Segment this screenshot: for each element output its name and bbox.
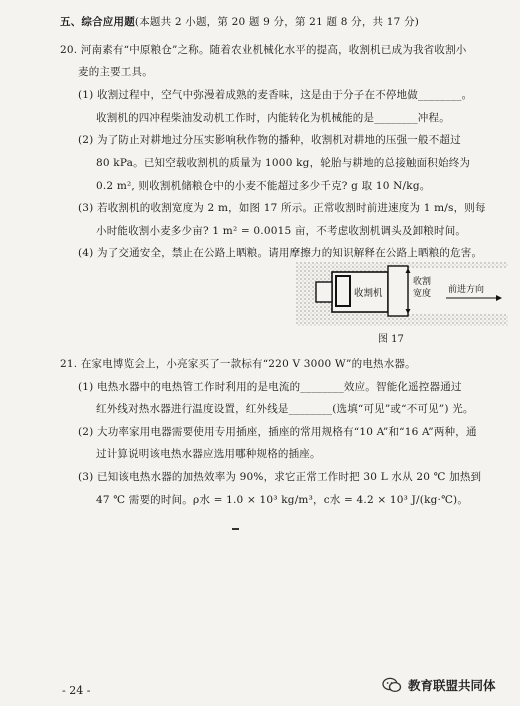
harvester-cabin (336, 276, 350, 306)
q21-line-1: (1) 电热水器中的电热管工作时利用的是电流的________效应。智能化遥控器通过 (78, 381, 462, 393)
q20-line-5: 80 kPa。已知空载收割机的质量为 1000 kg，轮胎与耕地的总接触面积始终为 (96, 157, 471, 169)
figure-17-diagram (296, 262, 508, 326)
q21-line-2: 红外线对热水器进行温度设置，红外线是________(选填“可见”或“不可见”) 光。 (96, 403, 474, 415)
q20-line-3: 收割机的四冲程柴油发动机工作时，内能转化为机械能的是________冲程。 (96, 112, 450, 124)
watermark (382, 676, 496, 694)
width-label-2: 宽度 (413, 289, 432, 299)
section-note: (本题共 2 小题，第 20 题 9 分，第 21 题 8 分，共 17 分) (134, 16, 420, 28)
watermark-text: 教育联盟共同体 (408, 678, 496, 693)
page-number: - 24 - (62, 684, 91, 697)
harvester-rear (316, 282, 332, 302)
q21-line-0: 21. 在家电博览会上，小亮家买了一款标有“220 V 3000 W”的电热水器。 (60, 358, 416, 370)
q20-line-0: 20. 河南素有“中原粮仓”之称。随着农业机械化水平的提高，收割机已成为我省收割小 (60, 44, 467, 56)
wechat-official-account-icon (382, 676, 402, 694)
q20-line-9: (4) 为了交通安全，禁止在公路上晒粮。请用摩擦力的知识解释在公路上晒粮的危害。 (78, 247, 483, 259)
harvester-cutter-head (388, 266, 408, 316)
q20-line-6: 0.2 m², 则收割机储粮仓中的小麦不能超过多少千克? g 取 10 N/kg。 (96, 180, 431, 192)
stray-mark (232, 528, 239, 530)
q21-line-4: 过计算说明该电热水器应选用哪种规格的插座。 (96, 448, 321, 460)
direction-label: 前进方向 (448, 285, 485, 295)
machine-label: 收割机 (354, 288, 383, 299)
q20-line-7: (3) 若收割机的收割宽度为 2 m，如图 17 所示。正常收割时前进速度为 1 m/s，则每 (78, 202, 486, 214)
q21-line-5: (3) 已知该电热水器的加热效率为 90%，求它正常工作时把 30 L 水从 20 ℃ 加热到 (78, 471, 482, 483)
q20-line-4: (2) 为了防止对耕地过分压实影响秋作物的播种，收割机对耕地的压强一般不超过 (78, 134, 461, 146)
q21-line-3: (2) 大功率家用电器需要使用专用插座，插座的常用规格有“10 A”和“16 A”两种，通 (78, 426, 477, 438)
figure-caption: 图 17 (378, 334, 404, 345)
q21-line-6: 47 ℃ 需要的时间。ρ水 = 1.0 × 10³ kg/m³，c水 = 4.2 × 10³ J/(kg·℃)。 (96, 494, 469, 506)
q20-line-8: 小时能收割小麦多少亩? 1 m² = 0.0015 亩，不考虑收割机调头及卸粮时间。 (96, 225, 467, 237)
width-label-1: 收割 (413, 277, 432, 287)
q20-line-1: 麦的主要工具。 (78, 66, 153, 78)
q20-line-2: (1) 收割过程中，空气中弥漫着成熟的麦香味，这是由于分子在不停地做________。 (78, 89, 473, 101)
section-heading: 五、综合应用题 (60, 16, 135, 28)
section-title (60, 14, 419, 29)
